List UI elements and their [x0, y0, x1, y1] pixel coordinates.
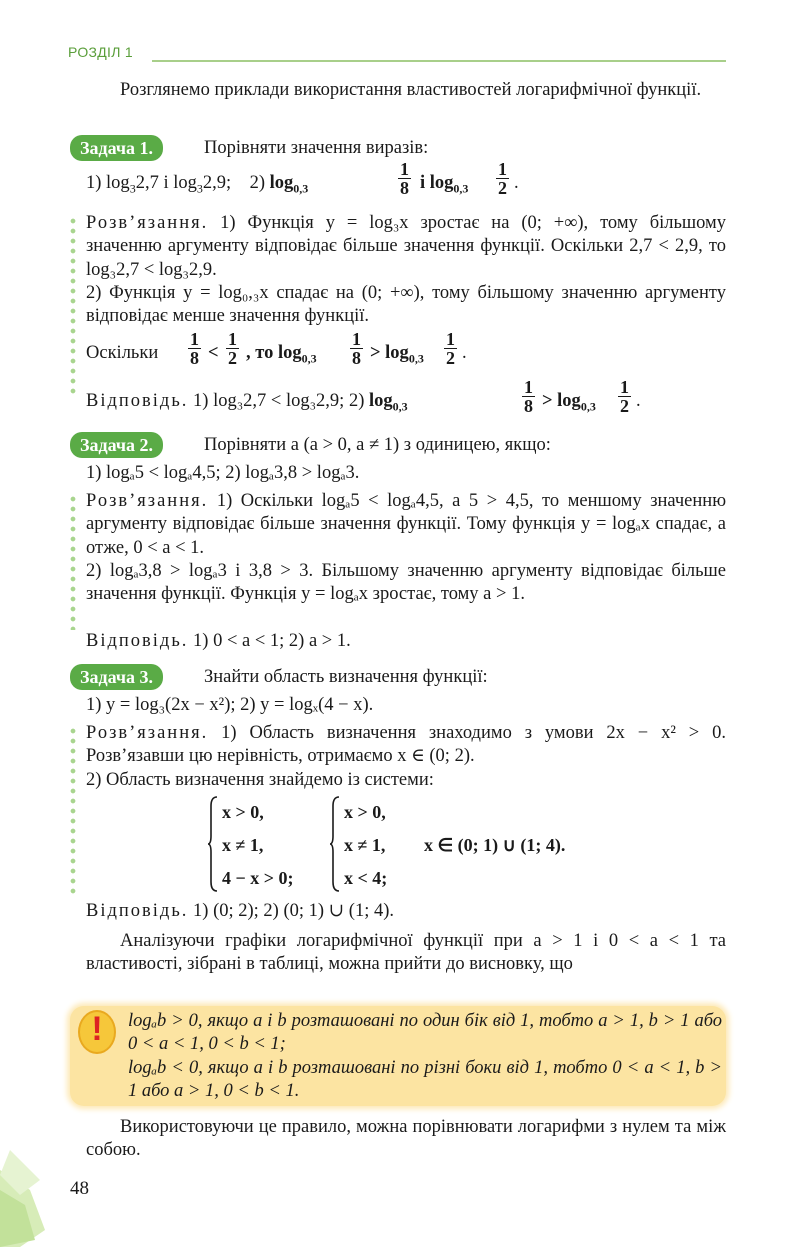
task1-items: 1) $\log_32,7$ і $\log_32,9$; 2) $\log_{0,3}$ $\frac{1}{8}$ і $\log_{0,3}$ $\frac{1}{2}$ .: [86, 159, 519, 198]
rule-line-2: logₐb < 0, якщо a і b розташовані по різні боки від 1, тобто 0 < a < 1, b > 1 або a > 1, 0 < b < 1.: [128, 1057, 722, 1102]
task2-items: 1) logₐ5 < logₐ4,5; 2) logₐ3,8 > logₐ3.: [86, 463, 360, 483]
task3-badge: Задача 3.: [70, 664, 163, 690]
task2-statement: Порівняти a (a > 0, a ≠ 1) з одиницею, якщо:: [204, 435, 551, 455]
solution-dots-1: [70, 216, 76, 396]
task3-items: 1) y = log₃(2x − x²); 2) y = logₓ(4 − x).: [86, 695, 374, 715]
intro-text: Розглянемо приклади використання властивостей логарифмічної функції.: [120, 80, 702, 100]
solution-dots-2: [70, 494, 76, 630]
task1-solution-3: Оскільки $\frac{1}{8}$ < $\frac{1}{2}$ , то $\log_{0,3}$ $\frac{1}{8}$ > $\log_{0,3}$ $\frac{1}{2}$ .: [86, 329, 467, 368]
leaf-decoration-icon: [0, 1150, 70, 1247]
task2-answer: Відповідь. 1) 0 < a < 1; 2) a > 1.: [86, 631, 351, 651]
task1-solution-1: Розв’язання. 1) Функція y = log₃x зростає на (0; +∞), тому більшому значенню аргументу відповідає більше значення функції. Оскільки 2,7 < 2,9, то log₃2,7 < log₃2,9.: [86, 213, 727, 280]
closing-text: Використовуючи це правило, можна порівнювати логарифми з нулем та між собою.: [86, 1117, 726, 1161]
task3-statement: Знайти область визначення функції:: [204, 667, 488, 687]
analysis-text: Аналізуючи графіки логарифмічної функції при a > 1 і 0 < a < 1 та властивості, зібрані в таблиці, можна прийти до висновку, що: [86, 931, 726, 975]
task3-answer: Відповідь. 1) (0; 2); 2) (0; 1) ∪ (1; 4).: [86, 901, 395, 921]
page-number: 48: [70, 1178, 89, 1199]
system-1: x > 0, x ≠ 1, 4 − x > 0;: [222, 802, 294, 888]
solution-dots-3: [70, 726, 76, 896]
system-brace-2: [330, 796, 340, 892]
chapter-label: РОЗДІЛ 1: [68, 44, 134, 60]
rule-line-1: logₐb > 0, якщо a і b розташовані по один бік від 1, тобто a > 1, b > 1 або 0 < a < 1, 0 < b < 1;: [128, 1011, 722, 1055]
fraction-one-eighth: $\frac{1}{8}$: [400, 159, 409, 198]
task3-solution-2: 2) Область визначення знайдемо із системи:: [86, 770, 434, 790]
system-brace-1: [208, 796, 218, 892]
task2-solution-2: 2) logₐ3,8 > logₐ3 і 3,8 > 3. Більшому значенню аргументу відповідає більше значення функції. Функція y = logₐx зростає, тому a > 1.: [86, 561, 726, 605]
task1-solution-2: 2) Функція y = log₀,₃x спадає на (0; +∞), тому більшому значенню аргументу відповідає менше значення функції.: [86, 283, 726, 327]
rule-note-text: [128, 1010, 722, 1104]
fraction-one-half: $\frac{1}{2}$: [498, 159, 507, 198]
task3-solution-1: Розв’язання. 1) Область визначення знаходимо з умови 2x − x² > 0. Розв’язавши цю нерівність, отримаємо x ∈ (0; 2).: [86, 723, 727, 767]
task1-badge: Задача 1.: [70, 135, 163, 161]
task1-answer: Відповідь. 1) log₃2,7 < log₃2,9; 2) $\log_{0,3}$ $\frac{1}{8}$ > $\log_{0,3}$ $\frac{1}{2}$ .: [86, 377, 641, 416]
task2-solution-1: Розв’язання. 1) Оскільки logₐ5 < logₐ4,5, а 5 > 4,5, то меншому значенню аргументу відповідає більше значення функції. Тому функція y = logₐx спадає, а отже, 0 < a < 1.: [86, 491, 727, 558]
task2-badge: Задача 2.: [70, 432, 163, 458]
exclamation-icon: !: [78, 1010, 116, 1054]
task1-statement: Порівняти значення виразів:: [204, 138, 429, 158]
header-rule: [152, 60, 726, 62]
system-2: x > 0, x ≠ 1, x < 4;: [344, 802, 388, 888]
system-result: x ∈ (0; 1) ∪ (1; 4).: [424, 835, 566, 855]
chapter-header: [68, 44, 726, 64]
